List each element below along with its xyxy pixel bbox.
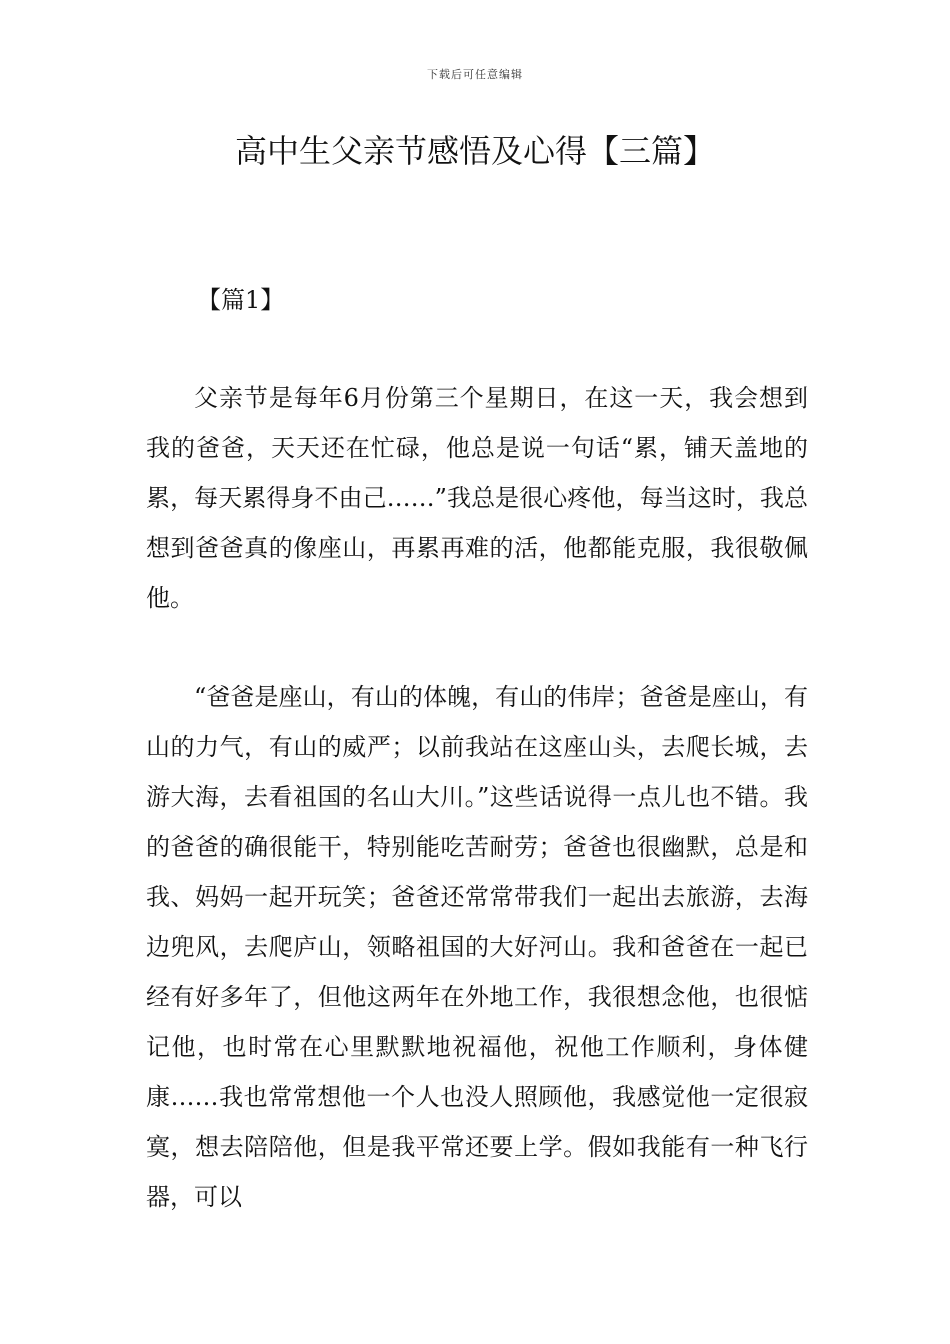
paragraph-2: “爸爸是座山，有山的体魄，有山的伟岸；爸爸是座山，有山的力气，有山的威严；以前我站在这座山头，去爬长城，去游大海，去看祖国的名山大川。”这些话说得一点儿也不错。我的爸爸的确很能干，特别能吃苦耐劳；爸爸也很幽默，总是和我、妈妈一起开玩笑；爸爸还常常带我们一起出去旅游，去海边兜风，去爬庐山，领略祖国的大好河山。我和爸爸在一起已经有好多年了，但他这两年在外地工作，我很想念他，也很惦记他，也时常在心里默默地祝福他，祝他工作顺利，身体健康……我也常常想他一个人也没人照顾他，我感觉他一定很寂寞，想去陪陪他，但是我平常还要上学。假如我能有一种飞行器，可以 (146, 683, 808, 1211)
paragraph-1: 父亲节是每年6月份第三个星期日，在这一天，我会想到我的爸爸，天天还在忙碌，他总是说一句话“累，铺天盖地的累，每天累得身不由己……”我总是很心疼他，每当这时，我总想到爸爸真的像座山，再累再难的活，他都能克服，我很敬佩他。 (146, 384, 808, 612)
header-note: 下载后可任意编辑 (427, 68, 523, 81)
section-label: 【篇1】 (197, 286, 285, 314)
document-title: 高中生父亲节感悟及心得【三篇】 (234, 132, 715, 170)
